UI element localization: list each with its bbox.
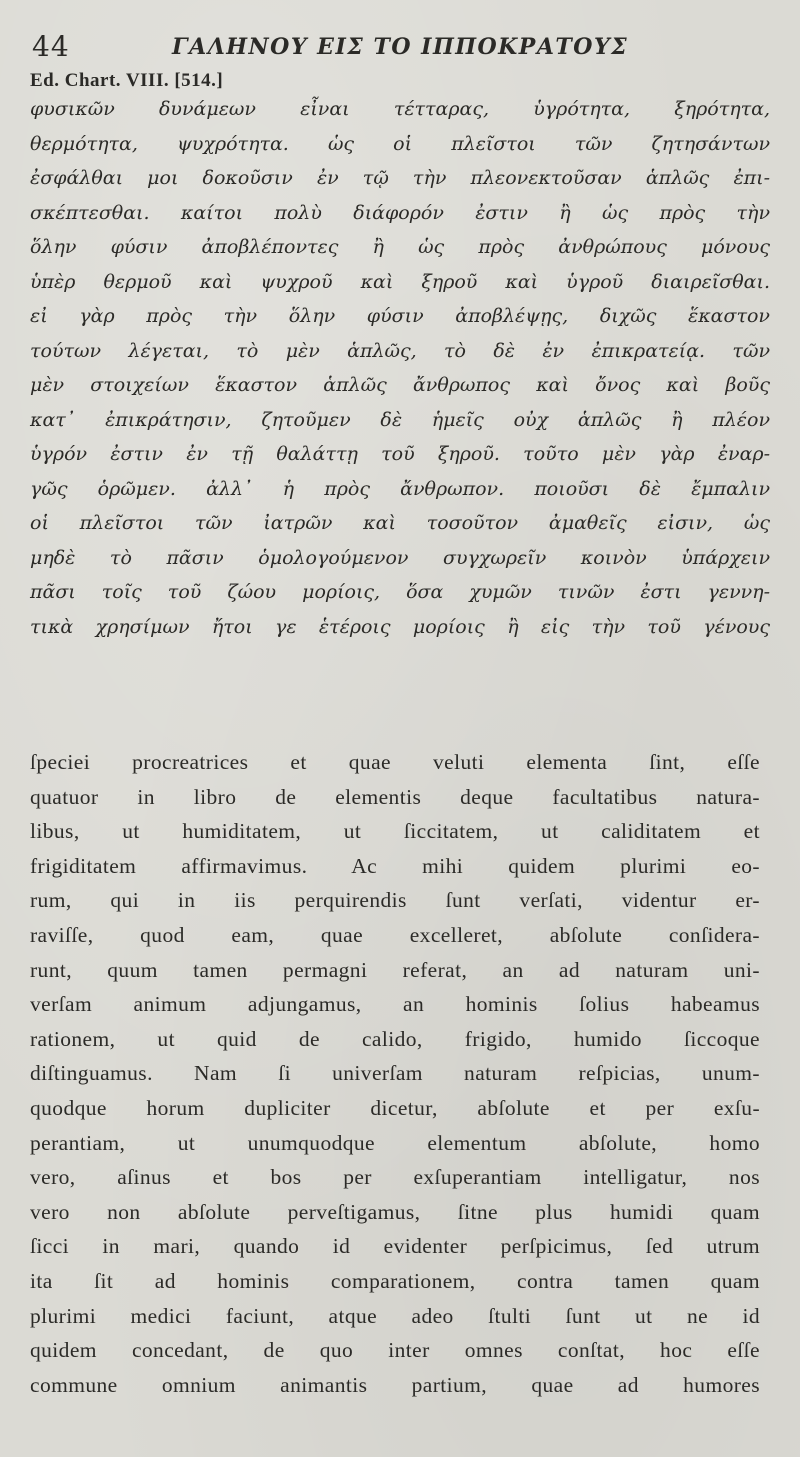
greek-text-block bbox=[30, 92, 770, 644]
greek-text-line: σκέπτεσθαι. καίτοι πολὺ διάφορόν ἐστιν ἢ ὡς πρὸς τὴν bbox=[30, 201, 770, 224]
latin-text-line: runt, quum tamen permagni referat, an ad naturam uni- bbox=[30, 957, 760, 982]
greek-text-line: οἱ πλεῖστοι τῶν ἰατρῶν καὶ τοσοῦτον ἀμαθεῖς εἰσιν, ὡς bbox=[30, 512, 770, 534]
greek-text-line: ὑπὲρ θερμοῦ καὶ ψυχροῦ καὶ ξηροῦ καὶ ὑγροῦ διαιρεῖσθαι. bbox=[30, 270, 770, 293]
greek-text-line: πᾶσι τοῖς τοῦ ζώου μορίοις, ὅσα χυμῶν τινῶν ἐστι γεννη- bbox=[30, 581, 770, 603]
latin-text-line: libus, ut humiditatem, ut ſiccitatem, ut caliditatem et bbox=[30, 819, 760, 844]
latin-text-line: rum, qui in iis perquirendis ſunt verſati, videntur er- bbox=[30, 888, 760, 913]
latin-text-line: perantiam, ut unumquodque elementum abſolute, homo bbox=[30, 1130, 760, 1155]
running-title: ΓΑΛΗΝΟΥ ΕΙΣ ΤΟ ΙΠΠΟΚΡΑΤΟΥΣ bbox=[172, 34, 629, 60]
edition-reference: Ed. Chart. VIII. [514.] bbox=[30, 70, 224, 91]
latin-text-line: quidem concedant, de quo inter omnes conſtat, hoc eſſe bbox=[30, 1338, 760, 1363]
latin-text-line: ſpeciei procreatrices et quae veluti elementa ſint, eſſe bbox=[30, 750, 760, 774]
latin-text-line: quatuor in libro de elementis deque facultatibus natura- bbox=[30, 784, 760, 809]
greek-text-line: τούτων λέγεται, τὸ μὲν ἁπλῶς, τὸ δὲ ἐν ἐπικρατείᾳ. τῶν bbox=[30, 339, 770, 362]
latin-text-line: vero non abſolute perveſtigamus, ſitne plus humidi quam bbox=[30, 1199, 760, 1224]
greek-text-line: μηδὲ τὸ πᾶσιν ὁμολογούμενον συγχωρεῖν κοινὸν ὑπάρχειν bbox=[30, 546, 770, 569]
latin-text-line: raviſſe, quod eam, quae excelleret, abſolute conſidera- bbox=[30, 922, 760, 947]
greek-text-line: ὑγρόν ἐστιν ἐν τῇ θαλάττῃ τοῦ ξηροῦ. τοῦτο μὲν γὰρ ἐναρ- bbox=[30, 443, 770, 465]
page-number: 44 bbox=[32, 30, 70, 63]
greek-text-line: ὅλην φύσιν ἀποβλέποντες ἢ ὡς πρὸς ἀνθρώπους μόνους bbox=[30, 236, 770, 258]
latin-text-line: quodque horum dupliciter dicetur, abſolute et per exſu- bbox=[30, 1095, 760, 1120]
greek-text-line: τικὰ χρησίμων ἤτοι γε ἑτέροις μορίοις ἢ εἰς τὴν τοῦ γένους bbox=[30, 615, 770, 638]
greek-text-line: εἰ γὰρ πρὸς τὴν ὅλην φύσιν ἀποβλέψῃς, διχῶς ἕκαστον bbox=[30, 305, 770, 327]
latin-text-line: plurimi medici faciunt, atque adeo ſtulti ſunt ut ne id bbox=[30, 1303, 760, 1328]
latin-text-line: rationem, ut quid de calido, frigido, humido ſiccoque bbox=[30, 1026, 760, 1051]
running-head bbox=[32, 30, 768, 66]
latin-text-block bbox=[30, 745, 760, 1402]
latin-text-line: ſicci in mari, quando id evidenter perſpicimus, ſed utrum bbox=[30, 1234, 760, 1259]
greek-text-line: γῶς ὁρῶμεν. ἀλλ᾽ ἡ πρὸς ἄνθρωπον. ποιοῦσι δὲ ἔμπαλιν bbox=[30, 477, 770, 500]
greek-text-line: φυσικῶν δυνάμεων εἶναι τέτταρας, ὑγρότητα, ξηρότητα, bbox=[30, 98, 770, 120]
latin-text-line: vero, aſinus et bos per exſuperantiam intelligatur, nos bbox=[30, 1165, 760, 1190]
latin-text-line: ita ſit ad hominis comparationem, contra tamen quam bbox=[30, 1268, 760, 1293]
greek-text-line: ἐσφάλθαι μοι δοκοῦσιν ἐν τῷ τὴν πλεονεκτοῦσαν ἁπλῶς ἐπι- bbox=[30, 167, 770, 189]
greek-text-line: κατ᾽ ἐπικράτησιν, ζητοῦμεν δὲ ἡμεῖς οὐχ ἁπλῶς ἢ πλέον bbox=[30, 408, 770, 431]
latin-text-line: verſam animum adjungamus, an hominis ſolius habeamus bbox=[30, 992, 760, 1017]
latin-text-line: commune omnium animantis partium, quae ad humores bbox=[30, 1372, 760, 1397]
latin-text-line: diſtinguamus. Nam ſi univerſam naturam reſpicias, unum- bbox=[30, 1061, 760, 1086]
latin-text-line: frigiditatem affirmavimus. Ac mihi quidem plurimi eo- bbox=[30, 853, 760, 878]
greek-text-line: μὲν στοιχείων ἕκαστον ἁπλῶς ἄνθρωπος καὶ ὄνος καὶ βοῦς bbox=[30, 374, 770, 396]
greek-text-line: θερμότητα, ψυχρότητα. ὡς οἱ πλεῖστοι τῶν ζητησάντων bbox=[30, 132, 770, 155]
